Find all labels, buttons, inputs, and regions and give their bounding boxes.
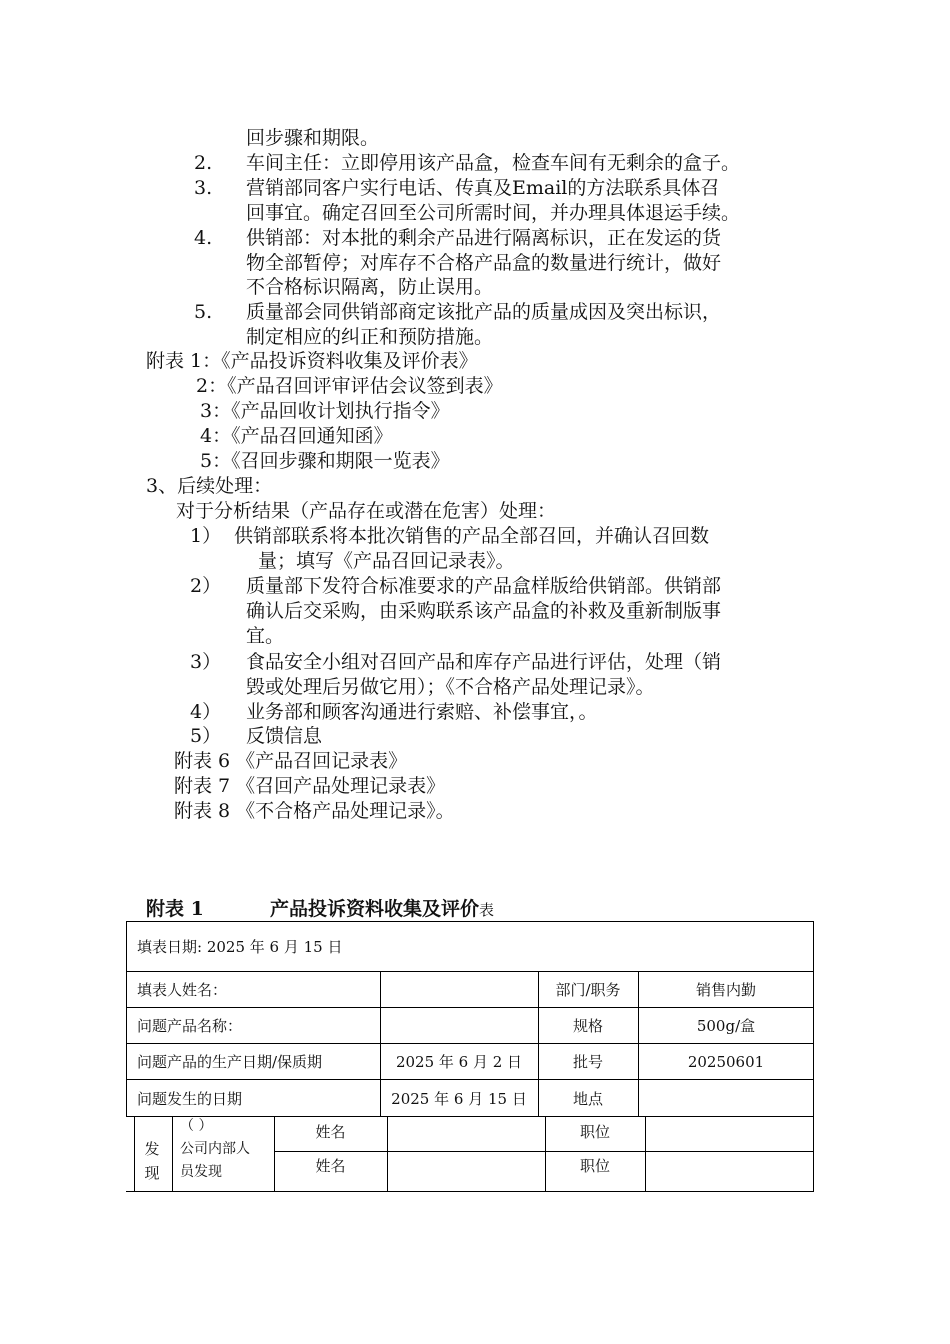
step-1-continuation: 回步骤和期限。	[246, 127, 380, 149]
section-heading: 3、后续处理：	[146, 475, 273, 497]
product-name-label: 问题产品名称：	[137, 1017, 243, 1035]
found-label-1: 发	[144, 1140, 160, 1158]
location-label: 地点	[572, 1089, 603, 1108]
name-label: 姓名	[315, 1157, 346, 1175]
followup-number: 3）	[190, 651, 222, 673]
followup-text: 宜。	[246, 625, 285, 647]
followup-number: 5）	[190, 725, 222, 747]
found-label	[140, 1137, 164, 1185]
attachment-line: 2：《产品召回评审评估会议签到表》	[196, 375, 503, 397]
discovery-block	[126, 1116, 814, 1192]
section-intro: 对于分析结果（产品存在或潜在危害）处理：	[176, 500, 557, 522]
followup-number: 4）	[190, 701, 222, 723]
form-title	[270, 897, 494, 923]
followup-text: 毁或处理后另做它用）；《不合格产品处理记录》。	[246, 676, 655, 698]
internal-discovery-option	[180, 1115, 250, 1184]
step-text: 回事宜。确定召回至公司所需时间，并办理具体退运手续。	[246, 202, 741, 224]
filler-name-label: 填表人姓名：	[137, 981, 228, 999]
step-text: 质量部会同供销部商定该批产品的质量成因及突出标识，	[246, 301, 722, 323]
attachment-line: 3：《产品回收计划执行指令》	[200, 400, 450, 422]
prod-date-label: 问题产品的生产日期/保质期	[137, 1053, 323, 1071]
attachment-line: 附表 7 《召回产品处理记录表》	[174, 775, 446, 797]
followup-text: 反馈信息	[246, 725, 323, 747]
step-text: 车间主任：立即停用该产品盒，检查车间有无剩余的盒子。	[246, 152, 741, 174]
step-text: 营销部同客户实行电话、传真及Email的方法联系具体召	[246, 177, 720, 199]
followup-text: 量；填写《产品召回记录表》。	[258, 550, 515, 572]
step-number: 5.	[194, 301, 213, 323]
followup-text: 业务部和顾客沟通进行索赔、补偿事宜，。	[246, 701, 598, 723]
table-row	[126, 1043, 814, 1079]
step-text: 供销部：对本批的剩余产品进行隔离标识，正在发运的货	[246, 227, 722, 249]
issue-date-value: 2025 年 6 月 15 日	[391, 1089, 527, 1108]
spec-value: 500g/盒	[696, 1017, 756, 1035]
checkbox[interactable]: （ ）	[180, 1118, 213, 1134]
fill-date: 填表日期: 2025 年 6 月 15 日	[137, 938, 343, 956]
followup-text: 确认后交采购，由采购联系该产品盒的补救及重新制版事	[246, 600, 722, 622]
followup-number: 1）	[190, 525, 222, 547]
followup-number: 2）	[190, 575, 222, 597]
table-row	[126, 1079, 814, 1116]
form-label: 附表 1	[146, 898, 204, 920]
spec-label: 规格	[572, 1017, 603, 1035]
followup-text: 食品安全小组对召回产品和库存产品进行评估，处理（销	[246, 651, 722, 673]
table-row	[126, 1007, 814, 1043]
step-number: 4.	[194, 227, 213, 249]
step-text: 物全部暂停；对库存不合格产品盒的数量进行统计，做好	[246, 252, 722, 274]
step-number: 3.	[194, 177, 213, 199]
table-row	[126, 921, 814, 971]
step-number: 2.	[194, 152, 213, 174]
followup-text: 质量部下发符合标准要求的产品盒样版给供销部。供销部	[246, 575, 722, 597]
attachment-line: 附表 6 《产品召回记录表》	[174, 750, 408, 772]
prod-date-value: 2025 年 6 月 2 日	[395, 1053, 523, 1071]
followup-text: 供销部联系将本批次销售的产品全部召回，并确认召回数	[234, 525, 710, 547]
step-text: 不合格标识隔离，防止误用。	[246, 276, 494, 298]
name-label: 姓名	[315, 1123, 346, 1141]
dept-value: 销售内勤	[695, 981, 756, 999]
internal-label-2: 员发现	[180, 1164, 222, 1180]
position-label: 职位	[579, 1123, 610, 1141]
step-text: 制定相应的纠正和预防措施。	[246, 326, 494, 348]
attachment-line: 5：《召回步骤和期限一览表》	[200, 450, 450, 472]
dept-label: 部门/职务	[555, 981, 621, 999]
attachment-line: 4：《产品召回通知函》	[200, 425, 393, 447]
form-title-main: 产品投诉资料收集及评价	[270, 898, 480, 920]
table-row	[126, 971, 814, 1007]
position-label: 职位	[579, 1157, 610, 1175]
issue-date-label: 问题发生的日期	[137, 1089, 243, 1108]
batch-value: 20250601	[687, 1052, 765, 1071]
found-label-2: 现	[144, 1164, 160, 1182]
attachment-line: 附表 8 《不合格产品处理记录》。	[174, 800, 455, 822]
form-title-suffix: 表	[479, 901, 495, 919]
internal-label-1: 公司内部人	[180, 1141, 250, 1157]
batch-label: 批号	[572, 1053, 603, 1071]
attachment-line: 附表 1：《产品投诉资料收集及评价表》	[146, 350, 478, 372]
